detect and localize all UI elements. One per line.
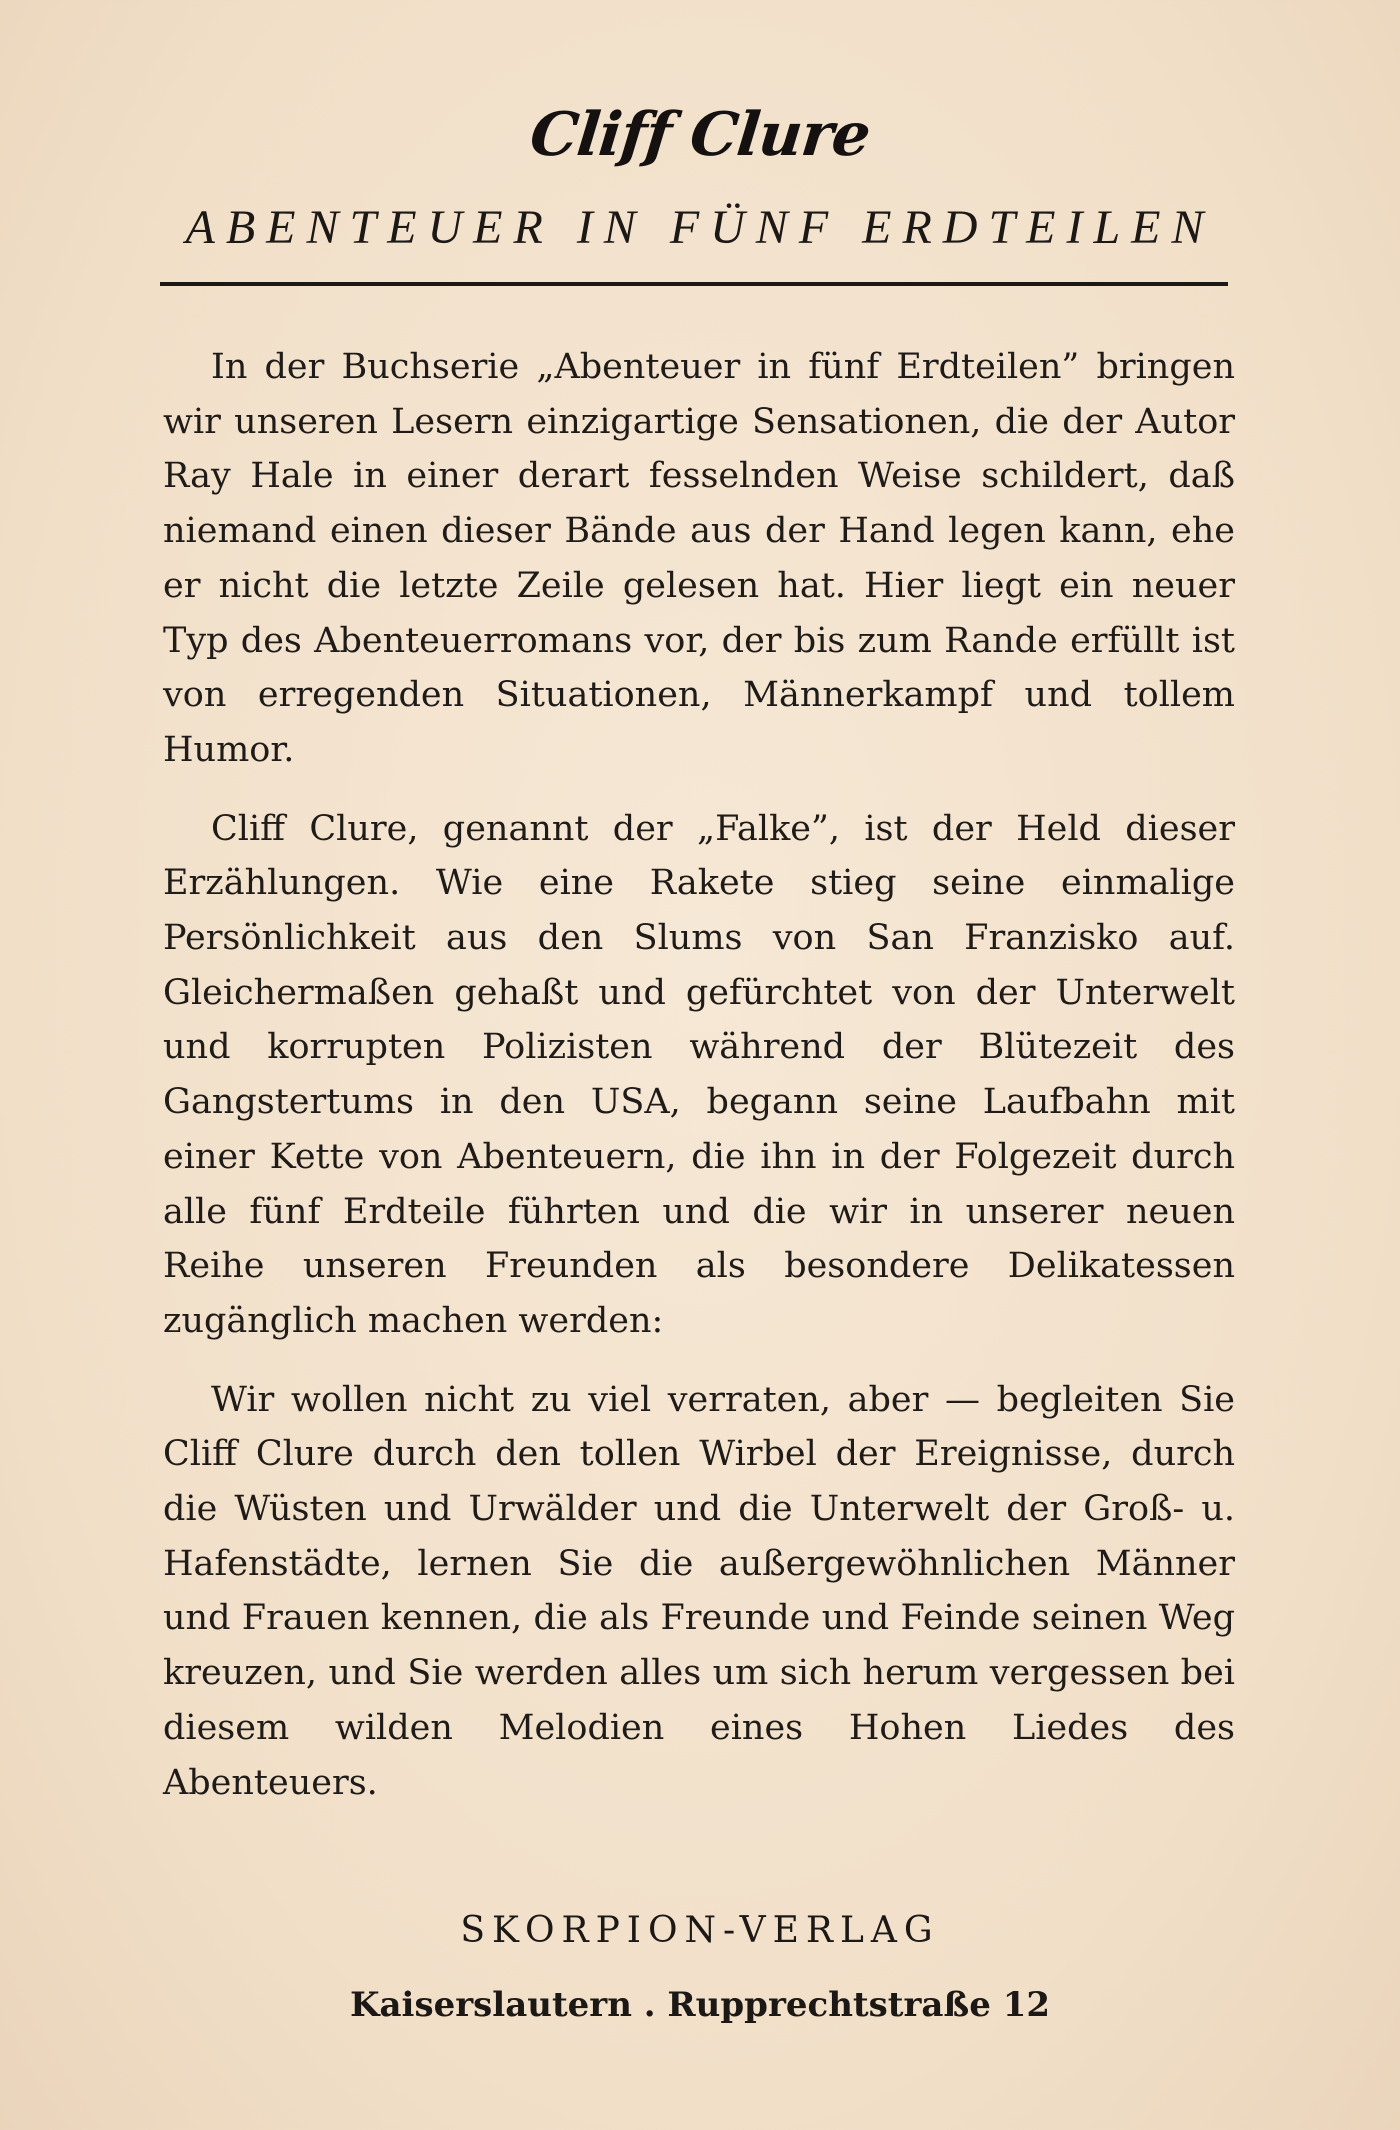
- paragraph-intro: In der Buchserie „Abenteuer in fünf Erdteilen” bringen wir unseren Lesern einzigartige Sensationen, die der Autor Ray Hale in einer derart fesselnden Weise schildert, daß niemand einen dieser Bände aus der Hand legen kann, ehe er nicht die letzte Zeile gelesen hat. Hier liegt ein neuer Typ des Abenteuerromans vor, der bis zum Rande erfüllt ist von erregenden Situationen, Männerkampf und tollem Humor.: [163, 347, 1235, 770]
- body-text: [163, 340, 1235, 1834]
- paragraph-invitation: Wir wollen nicht zu viel verraten, aber — begleiten Sie Cliff Clure durch den tollen Wirbel der Ereignisse, durch die Wüsten und Urwälder und die Unterwelt der Groß- u. Hafenstädte, lernen Sie die außergewöhnlichen Männer und Frauen kennen, die als Freunde und Feinde seinen Weg kreuzen, und Sie werden alles um sich herum vergessen bei diesem wilden Melodien eines Hohen Liedes des Abenteuers.: [163, 1379, 1235, 1803]
- paragraph-hero: Cliff Clure, genannt der „Falke”, ist der Held dieser Erzählungen. Wie eine Rakete stieg seine einmalige Persönlichkeit aus den Slums von San Franzisko auf. Gleichermaßen gehaßt und gefürchtet von der Unterwelt und korrupten Polizisten während der Blütezeit des Gangstertums in den USA, begann seine Laufbahn mit einer Kette von Abenteuern, die ihn in der Folgezeit durch alle fünf Erdteile führten und die wir in unserer neuen Reihe unseren Freunden als besondere Delikatessen zugänglich machen werden:: [163, 808, 1235, 1341]
- publisher-address: Kaiserslautern . Rupprechtstraße 12: [349, 1985, 1051, 2025]
- series-logo: Cliff Clure: [526, 100, 874, 170]
- title-divider: [160, 282, 1228, 286]
- publisher-name: SKORPION-VERLAG: [460, 1910, 940, 1951]
- series-title: ABENTEUER IN FÜNF ERDTEILEN: [185, 201, 1215, 254]
